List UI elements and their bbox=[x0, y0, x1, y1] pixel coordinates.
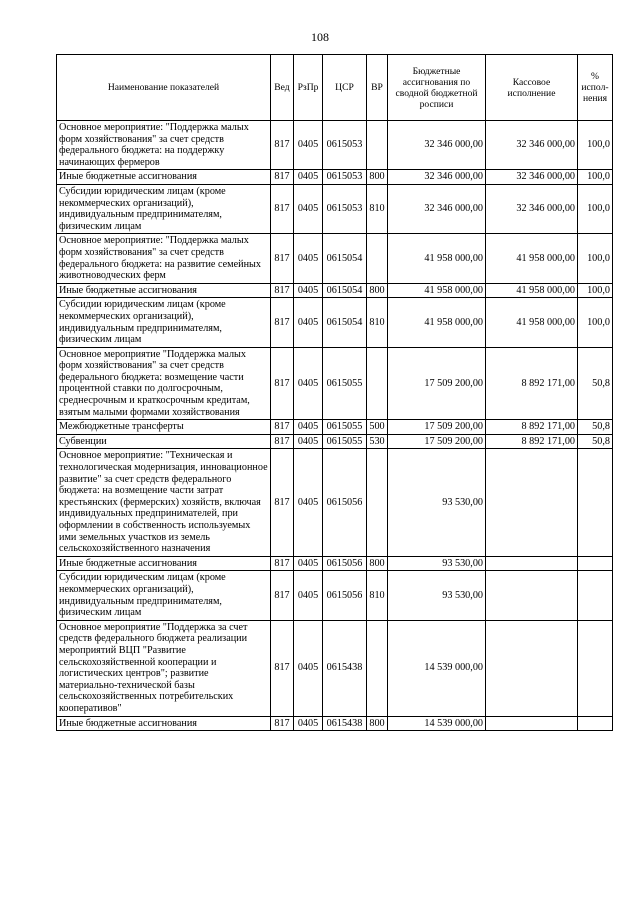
row-cash: 41 958 000,00 bbox=[486, 283, 578, 298]
row-percent: 100,0 bbox=[578, 234, 613, 283]
row-budget: 93 530,00 bbox=[388, 571, 486, 620]
row-rzpr: 0405 bbox=[294, 716, 323, 731]
row-name: Основное мероприятие "Поддержка за счет средств федерального бюджета реализации мероприятий ВЦП "Развитие сельскохозяйственной кооперации и логистических центров"; развитие материально-технической базы сельскохозяйственных потребительских кооперативов" bbox=[57, 620, 271, 716]
row-percent bbox=[578, 620, 613, 716]
row-percent: 50,8 bbox=[578, 420, 613, 435]
row-vr bbox=[367, 234, 388, 283]
row-rzpr: 0405 bbox=[294, 234, 323, 283]
row-rzpr: 0405 bbox=[294, 121, 323, 170]
row-csr: 0615438 bbox=[323, 620, 367, 716]
table-row bbox=[57, 298, 613, 347]
row-csr: 0615056 bbox=[323, 571, 367, 620]
row-cash: 41 958 000,00 bbox=[486, 298, 578, 347]
row-ved: 817 bbox=[271, 121, 294, 170]
row-vr: 810 bbox=[367, 298, 388, 347]
row-percent: 100,0 bbox=[578, 121, 613, 170]
row-rzpr: 0405 bbox=[294, 184, 323, 233]
row-name: Основное мероприятие: "Поддержка малых форм хозяйствования" за счет средств федерального бюджета: на развитие семейных животноводческих ферм bbox=[57, 234, 271, 283]
row-rzpr: 0405 bbox=[294, 449, 323, 556]
row-csr: 0615056 bbox=[323, 556, 367, 571]
row-vr bbox=[367, 347, 388, 420]
row-csr: 0615054 bbox=[323, 283, 367, 298]
row-rzpr: 0405 bbox=[294, 283, 323, 298]
row-name: Основное мероприятие "Поддержка малых форм хозяйствования" за счет средств федерального бюджета: возмещение части процентной ставки по долгосрочным, среднесрочным и краткосрочным кредитам, взятым малыми формами хозяйствования bbox=[57, 347, 271, 420]
row-ved: 817 bbox=[271, 347, 294, 420]
row-rzpr: 0405 bbox=[294, 420, 323, 435]
row-ved: 817 bbox=[271, 298, 294, 347]
row-csr: 0615054 bbox=[323, 234, 367, 283]
row-cash: 8 892 171,00 bbox=[486, 347, 578, 420]
row-cash bbox=[486, 449, 578, 556]
row-vr bbox=[367, 121, 388, 170]
row-csr: 0615055 bbox=[323, 434, 367, 449]
table-row bbox=[57, 283, 613, 298]
row-ved: 817 bbox=[271, 184, 294, 233]
table-row bbox=[57, 620, 613, 716]
row-csr: 0615053 bbox=[323, 184, 367, 233]
header-name: Наименование показателей bbox=[57, 55, 271, 121]
budget-execution-table bbox=[56, 54, 613, 731]
row-vr: 800 bbox=[367, 170, 388, 185]
row-ved: 817 bbox=[271, 449, 294, 556]
row-percent: 50,8 bbox=[578, 434, 613, 449]
row-csr: 0615054 bbox=[323, 298, 367, 347]
row-percent: 100,0 bbox=[578, 184, 613, 233]
row-name: Иные бюджетные ассигнования bbox=[57, 556, 271, 571]
row-name: Иные бюджетные ассигнования bbox=[57, 716, 271, 731]
row-ved: 817 bbox=[271, 283, 294, 298]
row-ved: 817 bbox=[271, 234, 294, 283]
row-csr: 0615055 bbox=[323, 420, 367, 435]
row-name: Субсидии юридическим лицам (кроме некоммерческих организаций), индивидуальным предпринимателям, физическим лицам bbox=[57, 184, 271, 233]
row-name: Иные бюджетные ассигнования bbox=[57, 283, 271, 298]
row-vr: 800 bbox=[367, 716, 388, 731]
row-vr: 800 bbox=[367, 556, 388, 571]
row-vr bbox=[367, 620, 388, 716]
row-percent bbox=[578, 716, 613, 731]
row-rzpr: 0405 bbox=[294, 298, 323, 347]
row-cash: 32 346 000,00 bbox=[486, 121, 578, 170]
row-ved: 817 bbox=[271, 434, 294, 449]
row-rzpr: 0405 bbox=[294, 556, 323, 571]
row-vr: 530 bbox=[367, 434, 388, 449]
row-cash: 32 346 000,00 bbox=[486, 170, 578, 185]
row-percent bbox=[578, 571, 613, 620]
table-row bbox=[57, 170, 613, 185]
table-row bbox=[57, 449, 613, 556]
row-budget: 14 539 000,00 bbox=[388, 620, 486, 716]
row-csr: 0615056 bbox=[323, 449, 367, 556]
row-percent bbox=[578, 556, 613, 571]
table-row bbox=[57, 347, 613, 420]
row-name: Основное мероприятие: "Поддержка малых форм хозяйствования" за счет средств федерального бюджета: на поддержку начинающих фермеров bbox=[57, 121, 271, 170]
table-row bbox=[57, 184, 613, 233]
row-ved: 817 bbox=[271, 170, 294, 185]
row-budget: 17 509 200,00 bbox=[388, 347, 486, 420]
header-percent: % испол-нения bbox=[578, 55, 613, 121]
table-body bbox=[57, 121, 613, 731]
row-ved: 817 bbox=[271, 556, 294, 571]
row-cash bbox=[486, 620, 578, 716]
row-budget: 14 539 000,00 bbox=[388, 716, 486, 731]
table-row bbox=[57, 556, 613, 571]
row-percent: 50,8 bbox=[578, 347, 613, 420]
header-ved: Вед bbox=[271, 55, 294, 121]
row-name: Иные бюджетные ассигнования bbox=[57, 170, 271, 185]
row-budget: 32 346 000,00 bbox=[388, 170, 486, 185]
row-cash: 32 346 000,00 bbox=[486, 184, 578, 233]
row-csr: 0615053 bbox=[323, 170, 367, 185]
row-vr: 800 bbox=[367, 283, 388, 298]
row-cash: 8 892 171,00 bbox=[486, 420, 578, 435]
row-rzpr: 0405 bbox=[294, 170, 323, 185]
row-cash bbox=[486, 571, 578, 620]
table-row bbox=[57, 571, 613, 620]
row-name: Субсидии юридическим лицам (кроме некоммерческих организаций), индивидуальным предпринимателям, физическим лицам bbox=[57, 298, 271, 347]
row-percent: 100,0 bbox=[578, 298, 613, 347]
row-csr: 0615053 bbox=[323, 121, 367, 170]
row-percent bbox=[578, 449, 613, 556]
row-cash: 8 892 171,00 bbox=[486, 434, 578, 449]
row-budget: 41 958 000,00 bbox=[388, 234, 486, 283]
row-name: Субвенции bbox=[57, 434, 271, 449]
table-row bbox=[57, 434, 613, 449]
row-csr: 0615438 bbox=[323, 716, 367, 731]
row-percent: 100,0 bbox=[578, 170, 613, 185]
row-csr: 0615055 bbox=[323, 347, 367, 420]
row-vr: 810 bbox=[367, 184, 388, 233]
row-budget: 41 958 000,00 bbox=[388, 283, 486, 298]
row-cash bbox=[486, 716, 578, 731]
header-vr: ВР bbox=[367, 55, 388, 121]
table-row bbox=[57, 716, 613, 731]
row-ved: 817 bbox=[271, 716, 294, 731]
row-budget: 41 958 000,00 bbox=[388, 298, 486, 347]
header-budget: Бюджетные ассигнования по сводной бюджетной росписи bbox=[388, 55, 486, 121]
row-budget: 93 530,00 bbox=[388, 449, 486, 556]
row-vr bbox=[367, 449, 388, 556]
row-name: Межбюджетные трансферты bbox=[57, 420, 271, 435]
row-percent: 100,0 bbox=[578, 283, 613, 298]
row-budget: 32 346 000,00 bbox=[388, 121, 486, 170]
row-vr: 500 bbox=[367, 420, 388, 435]
row-rzpr: 0405 bbox=[294, 347, 323, 420]
row-ved: 817 bbox=[271, 420, 294, 435]
table-header-row bbox=[57, 55, 613, 121]
row-ved: 817 bbox=[271, 620, 294, 716]
row-vr: 810 bbox=[367, 571, 388, 620]
header-csr: ЦСР bbox=[323, 55, 367, 121]
header-rzpr: РзПр bbox=[294, 55, 323, 121]
row-rzpr: 0405 bbox=[294, 434, 323, 449]
header-cash: Кассовое исполнение bbox=[486, 55, 578, 121]
table-row bbox=[57, 420, 613, 435]
row-budget: 17 509 200,00 bbox=[388, 420, 486, 435]
table-row bbox=[57, 121, 613, 170]
row-budget: 17 509 200,00 bbox=[388, 434, 486, 449]
row-ved: 817 bbox=[271, 571, 294, 620]
row-budget: 32 346 000,00 bbox=[388, 184, 486, 233]
row-cash bbox=[486, 556, 578, 571]
row-rzpr: 0405 bbox=[294, 620, 323, 716]
row-cash: 41 958 000,00 bbox=[486, 234, 578, 283]
row-rzpr: 0405 bbox=[294, 571, 323, 620]
row-name: Субсидии юридическим лицам (кроме некоммерческих организаций), индивидуальным предпринимателям, физическим лицам bbox=[57, 571, 271, 620]
page-number: 108 bbox=[311, 30, 329, 44]
row-name: Основное мероприятие: "Техническая и технологическая модернизация, инновационное развитие" за счет средств федерального бюджета: на возмещение части затрат крестьянских (фермерских) хозяйств, включая индивидуальных предпринимателей, при оформлении в собственность используемых ими земельных участков из земель сельскохозяйственного назначения bbox=[57, 449, 271, 556]
table-row bbox=[57, 234, 613, 283]
row-budget: 93 530,00 bbox=[388, 556, 486, 571]
